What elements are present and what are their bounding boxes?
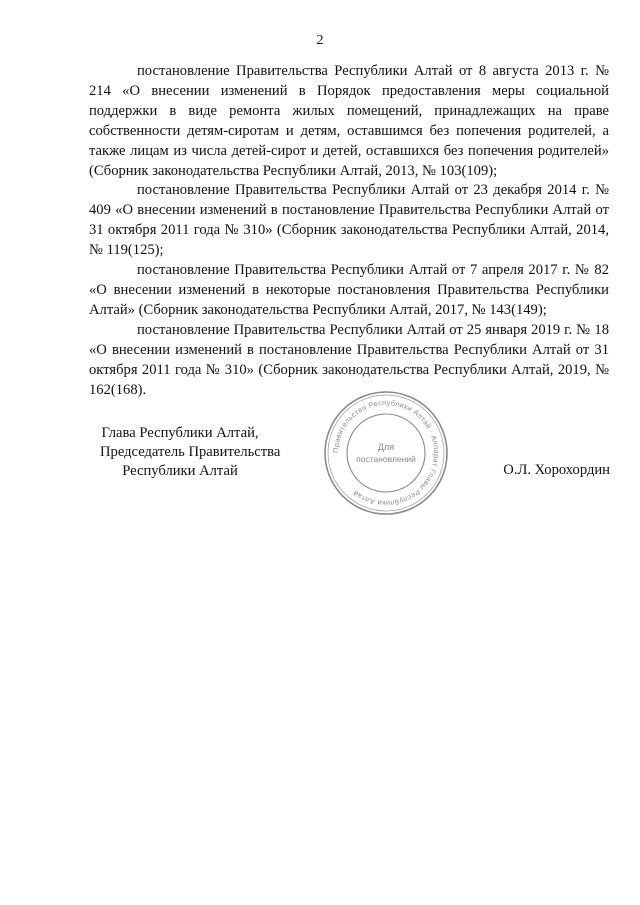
paragraph: постановление Правительства Республики Алтай от 7 апреля 2017 г. № 82 «О внесении изменений в некоторые постановления Правительства Республики Алтай» (Сборник законодательства Республики Алтай, 2017, № 143(149); [89,262,609,318]
paragraph: постановление Правительства Республики Алтай от 8 августа 2013 г. № 214 «О внесении изменений в Порядок предоставления меры социальной поддержки в виде ремонта жилых помещений, принадлежащих на праве собственности детям-сиротам и детям, оставшимся без попечения родителей, а также лицам из числа детей-сирот и детей, оставшихся без попечения родителей» (Сборник законодательства Республики Алтай, 2013, № 103(109); [89,63,609,179]
signer-title-line-3: Республики Алтай [122,463,238,479]
stamp-center-line-2: постановлений [356,454,416,464]
signer-title-line-2: Председатель Правительства [100,444,281,460]
paragraph: постановление Правительства Республики Алтай от 25 января 2019 г. № 18 «О внесении изменений в постановление Правительства Республики Алтай от 31 октября 2011 года № 310» (Сборник законодательства Республики Алтай, 2019, № 162(168). [89,321,609,398]
stamp-ring-text: Правительство Республики Алтай · Аппарат Главы Республики Алтай [330,397,442,509]
official-stamp [322,389,450,517]
document-body [89,62,609,400]
signature-block [100,424,281,481]
signer-title-line-1: Глава Республики Алтай, [101,425,259,441]
paragraph: постановление Правительства Республики Алтай от 23 декабря 2014 г. № 409 «О внесении изменений в постановление Правительства Республики Алтай от 31 октября 2011 года № 310» (Сборник законодательства Республики Алтай, 2014, № 119(125); [89,182,609,259]
stamp-center-line-1: Для [377,442,395,452]
signer-name: О.Л. Хорохордин [503,462,610,478]
page-number: 2 [316,33,324,48]
